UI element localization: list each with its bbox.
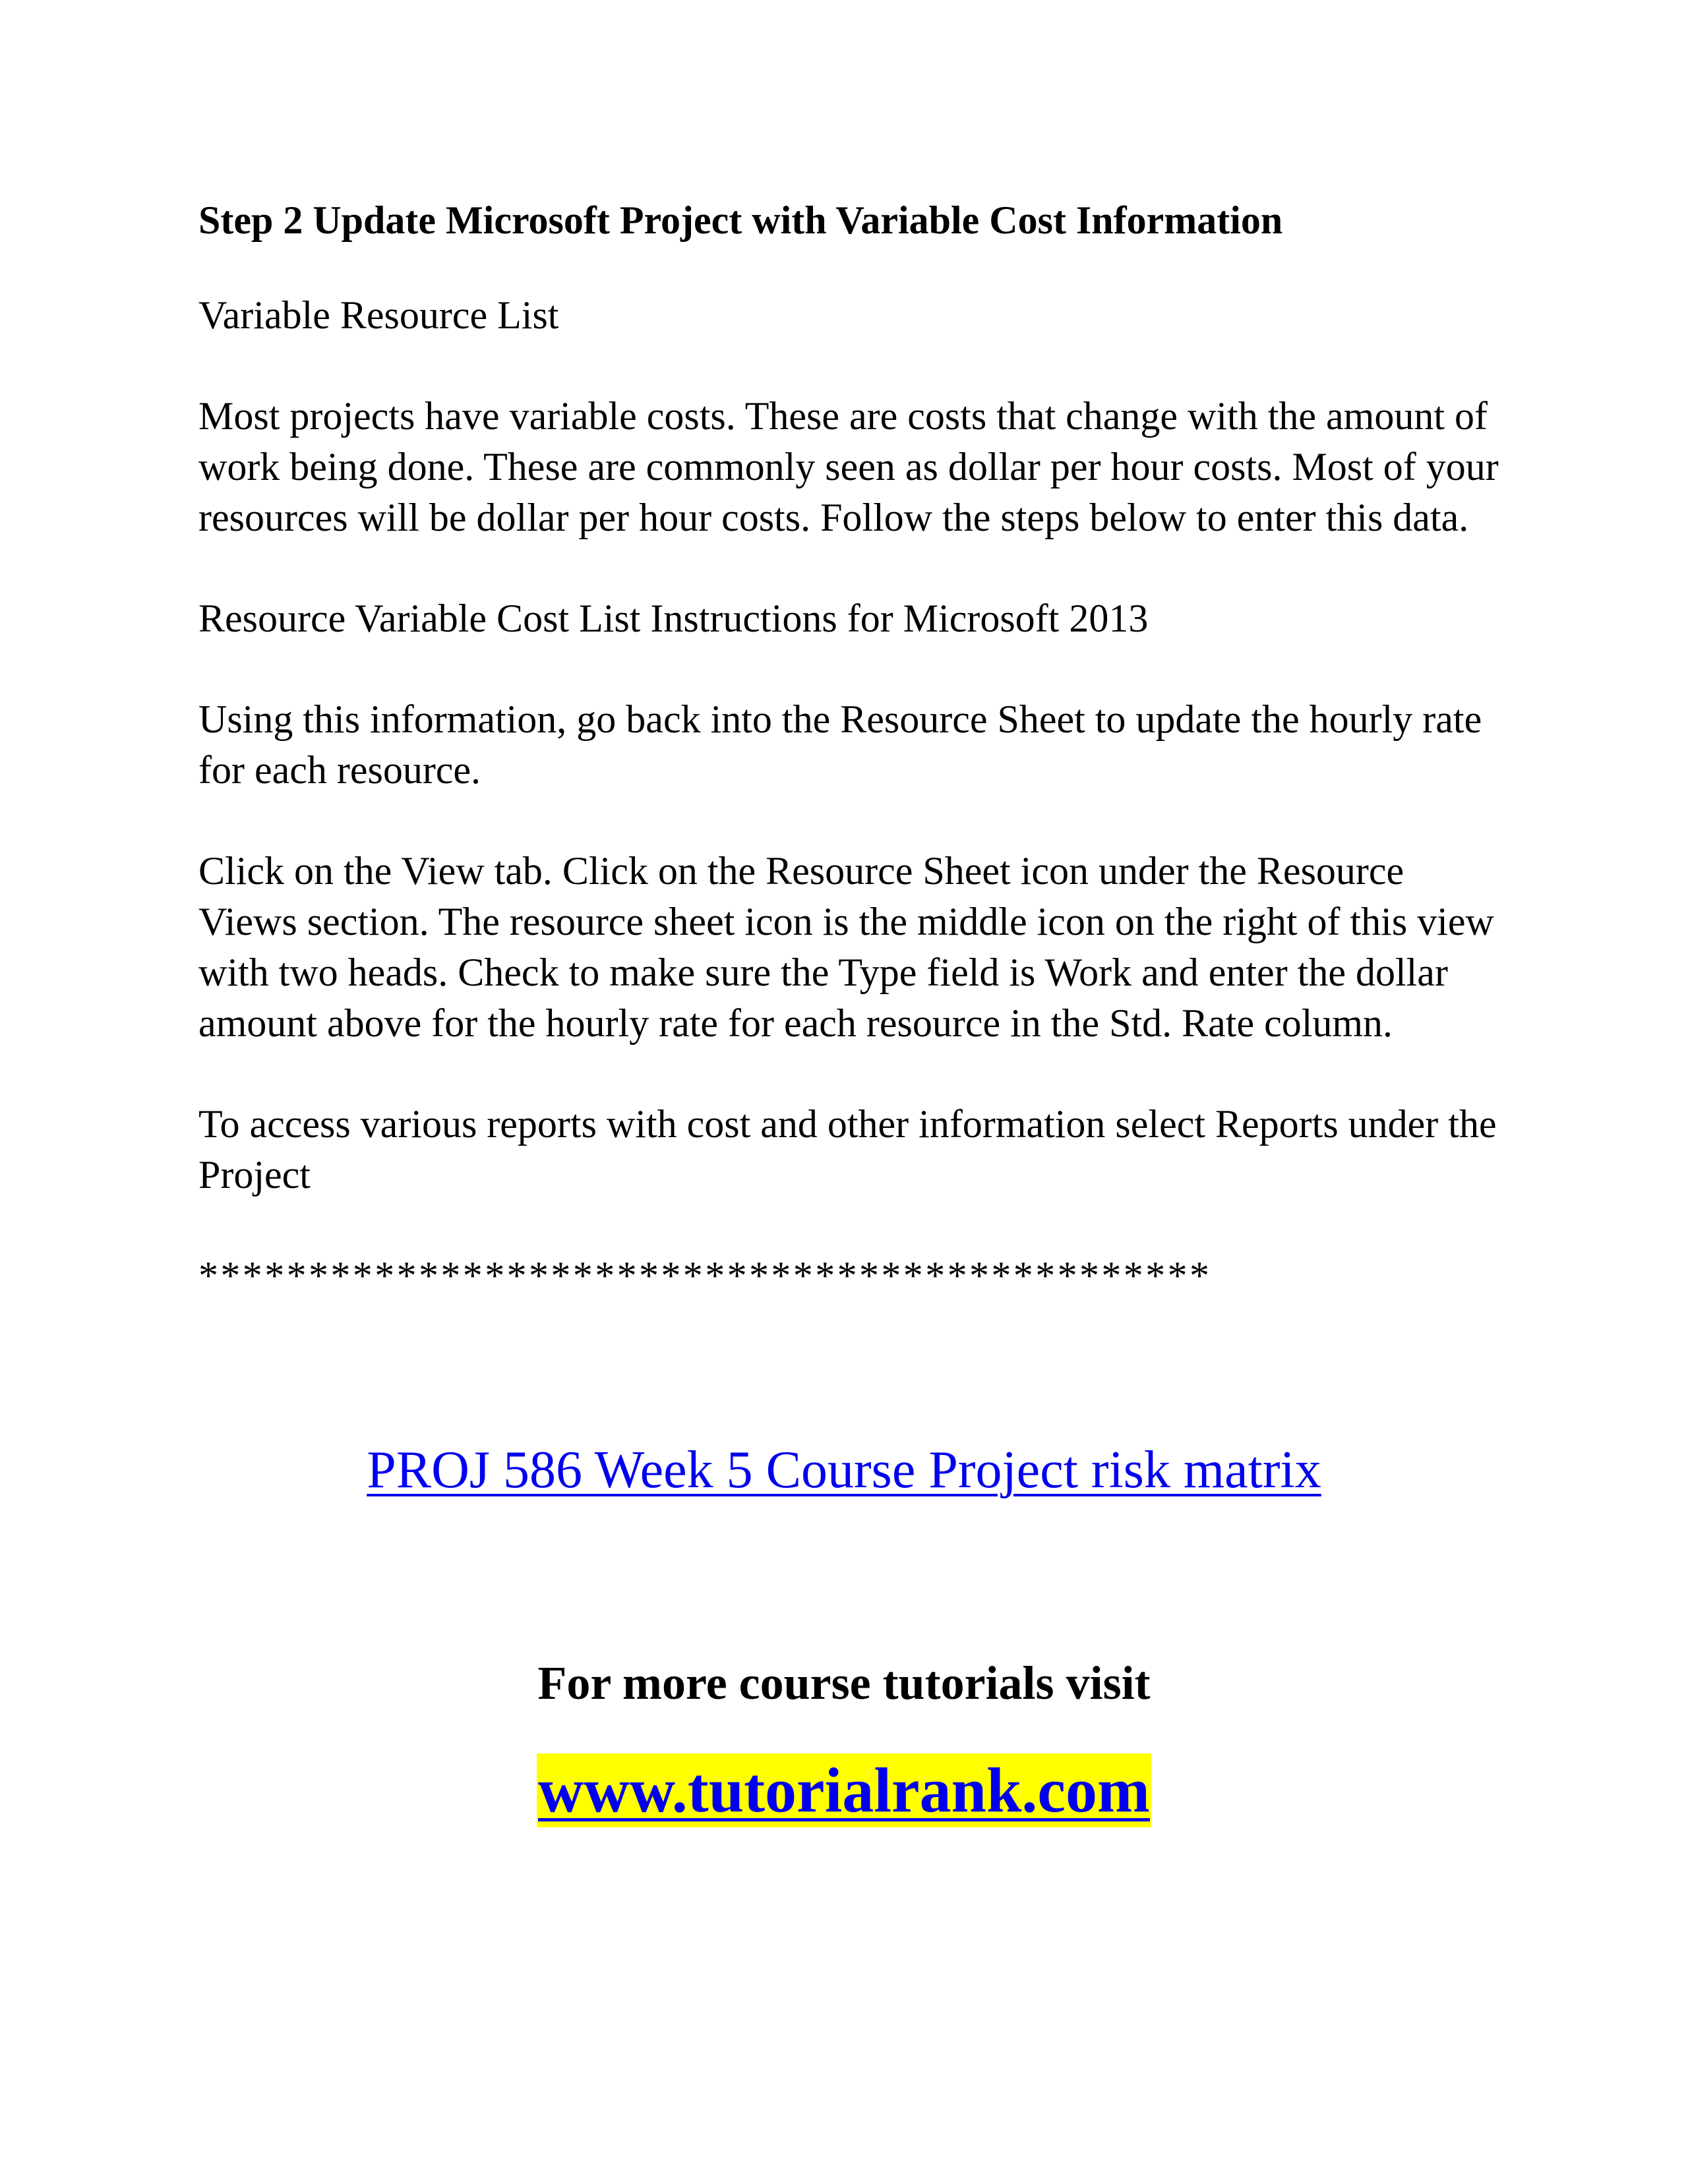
paragraph-view-tab-steps: Click on the View tab. Click on the Resource Sheet icon under the Resource Views section. The resource sheet icon is the middle icon on the right of this view with two heads. Check to make sure the Type field is Work and enter the dollar amount above for the hourly rate for each resource in the Std. Rate column. (198, 849, 1494, 1045)
site-link-row (0, 1754, 1688, 1827)
separator-line: ********************************************** (198, 1254, 1212, 1297)
subheading-variable-resource-list: Variable Resource List (198, 293, 559, 337)
page-heading: Step 2 Update Microsoft Project with Variable Cost Information (198, 198, 1283, 242)
course-link-row (0, 1437, 1688, 1503)
course-project-link[interactable]: PROJ 586 Week 5 Course Project risk matrix (367, 1441, 1321, 1499)
paragraph-resource-sheet: Using this information, go back into the Resource Sheet to update the hourly rate for each resource. (198, 697, 1482, 792)
subheading-instructions: Resource Variable Cost List Instructions for Microsoft 2013 (198, 597, 1149, 640)
paragraph-reports: To access various reports with cost and other information select Reports under the Project (198, 1102, 1497, 1196)
visit-text: For more course tutorials visit (537, 1657, 1151, 1709)
tutorialrank-link[interactable]: www.tutorialrank.com (537, 1754, 1151, 1827)
paragraph-variable-costs: Most projects have variable costs. These are costs that change with the amount of work being done. These are commonly seen as dollar per hour costs. Most of your resources will be dollar per hour costs. Follow the steps below to enter this data. (198, 394, 1499, 539)
document-body (198, 195, 1504, 1301)
